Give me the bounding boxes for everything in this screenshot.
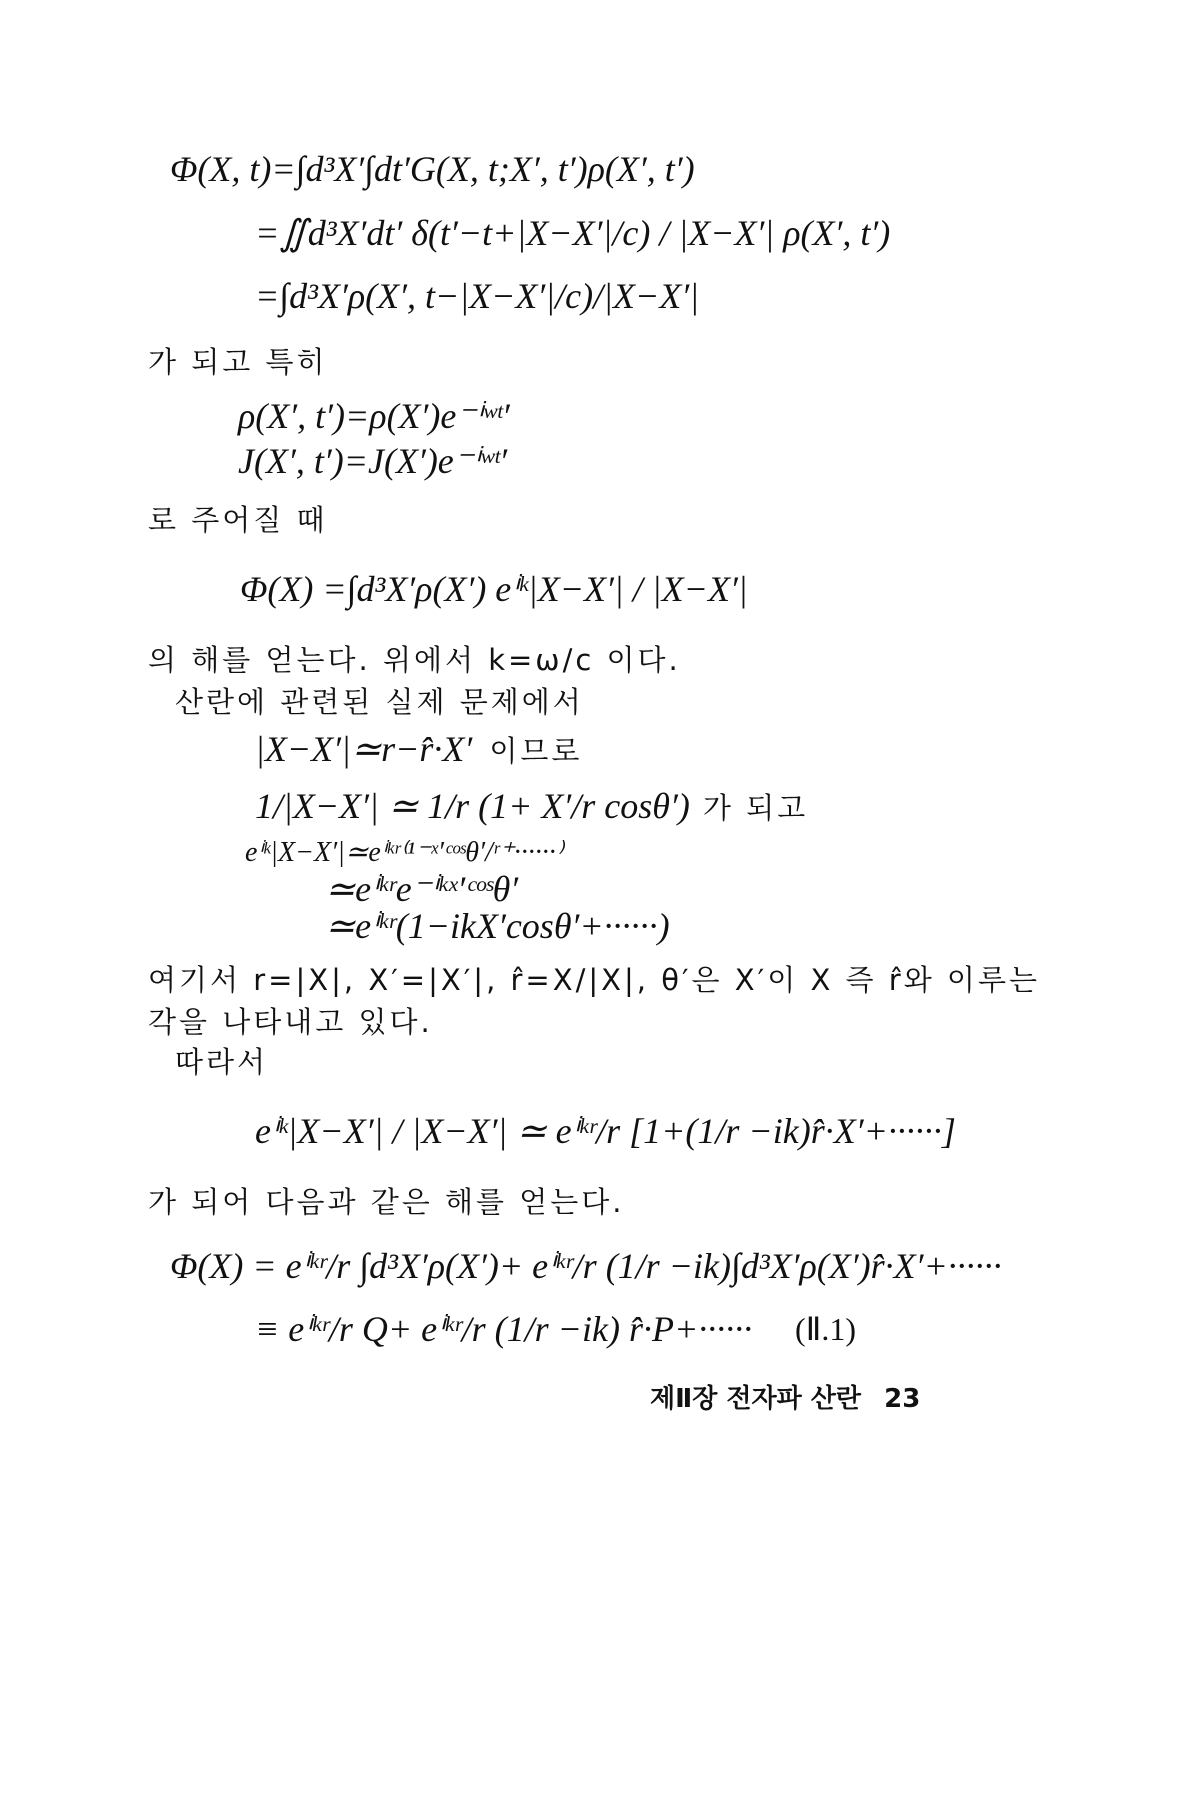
text-line: 각을 나타내고 있다. [148, 1005, 433, 1039]
equation-exp-approx-2: ≃eⁱᵏʳe⁻ⁱᵏˣ′ᶜᵒˢθ′ [325, 869, 519, 909]
text-suffix: 가 되고 [702, 791, 809, 825]
equation-distance-approx: |X−X′|≃r−r̂·X′ [255, 729, 473, 769]
equation-exp-approx: eⁱᵏ|X−X′|≃eⁱᵏʳ⁽¹⁻ˣ′ᶜᵒˢθ′/ʳ⁺······⁾ [245, 837, 563, 868]
text-suffix: 이므로 [489, 734, 583, 768]
approx-inverse-line [255, 785, 808, 827]
text-line: 따라서 [175, 1045, 269, 1079]
equation-phi-green: Φ(X, t)=∫d³X′∫dt′G(X, t;X′, t′)ρ(X′, t′) [170, 149, 695, 189]
equation-phi-single: Φ(X) =∫d³X′ρ(X′) eⁱᵏ|X−X′| / |X−X′| [240, 569, 748, 609]
equation-phi-final: Φ(X) = eⁱᵏʳ/r ∫d³X′ρ(X′)+ eⁱᵏʳ/r (1/r −ik)∫d³X′ρ(X′)r̂·X′+······ [170, 1246, 1002, 1286]
text-line: 여기서 r=|X|, X′=|X′|, r̂=X/|X|, θ′은 X′이 X 즉 r̂와 이루는 [148, 963, 1040, 997]
text-line: 의 해를 얻는다. 위에서 k=ω/c 이다. [148, 643, 681, 677]
equation-expansion: eⁱᵏ|X−X′| / |X−X′| ≃ eⁱᵏʳ/r [1+(1/r −ik)r̂·X′+······] [255, 1111, 956, 1151]
approx-distance-line [255, 728, 582, 770]
equation-j-harmonic: J(X′, t′)=J(X′)e⁻ⁱʷᵗ′ [238, 441, 508, 481]
equation-phi-retarded: =∫d³X′ρ(X′, t−|X−X′|/c)/|X−X′| [255, 276, 700, 316]
text-line: 산란에 관련된 실제 문제에서 [175, 685, 584, 719]
equation-exp-approx-3: ≃eⁱᵏʳ(1−ikX′cosθ′+······) [325, 906, 670, 946]
page-number: 23 [884, 1384, 921, 1414]
text-line: 가 되어 다음과 같은 해를 얻는다. [148, 1185, 625, 1219]
equation-rho-harmonic: ρ(X′, t′)=ρ(X′)e⁻ⁱʷᵗ′ [238, 396, 510, 436]
equation-number: (Ⅱ.1) [795, 1311, 857, 1347]
running-footer [650, 1378, 920, 1415]
chapter-title: 제Ⅱ장 전자파 산란 [650, 1384, 862, 1414]
equation-phi-multipole: ≡ eⁱᵏʳ/r Q+ eⁱᵏʳ/r (1/r −ik) r̂·P+······ [255, 1309, 753, 1349]
text-line: 가 되고 특히 [148, 345, 328, 379]
equation-phi-delta: =∬d³X′dt′ δ(t′−t+|X−X′|/c) / |X−X′| ρ(X′, t′) [255, 213, 891, 253]
equation-inverse-approx: 1/|X−X′| ≃ 1/r (1+ X′/r cosθ′) [255, 786, 690, 826]
text-line: 로 주어질 때 [148, 503, 328, 537]
